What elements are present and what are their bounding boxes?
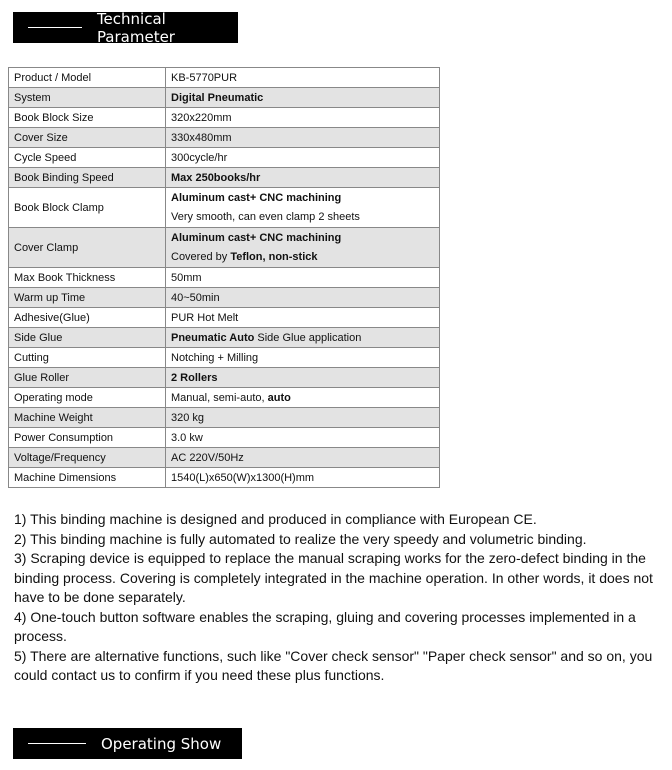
- table-row: [9, 388, 440, 408]
- param-value-text: 330x480mm: [171, 131, 232, 144]
- technical-parameter-table: [8, 67, 440, 488]
- param-value-text: 40~50min: [171, 291, 220, 304]
- param-value-text: AC 220V/50Hz: [171, 451, 244, 464]
- section-header-operating-show: [13, 728, 242, 759]
- table-row: [9, 308, 440, 328]
- table-row: [9, 128, 440, 148]
- table-row: [9, 268, 440, 288]
- section-title: Technical Parameter: [96, 9, 175, 46]
- table-row: [9, 108, 440, 128]
- param-label: Power Consumption: [9, 428, 166, 448]
- header-dash-decoration: [28, 743, 86, 744]
- table-row: [9, 168, 440, 188]
- note-item: 4) One-touch button software enables the scraping, gluing and covering processes implemented in a process.: [14, 608, 636, 644]
- param-label: Cover Size: [9, 128, 166, 148]
- param-value: [166, 88, 440, 108]
- param-value: [166, 408, 440, 428]
- param-value-text: 300cycle/hr: [171, 151, 228, 164]
- param-value-text: Side Glue application: [254, 331, 362, 344]
- table-row: [9, 448, 440, 468]
- param-label: Cutting: [9, 348, 166, 368]
- param-value-text: Very smooth, can even clamp 2 sheets: [171, 210, 360, 223]
- param-value: [166, 348, 440, 368]
- param-value: [166, 428, 440, 448]
- param-value-text: 2 Rollers: [171, 371, 218, 384]
- param-label: Machine Weight: [9, 408, 166, 428]
- section-header-technical-parameter: [13, 9, 238, 46]
- param-value-text: PUR Hot Melt: [171, 311, 239, 324]
- table-row: [9, 228, 440, 268]
- table-row: [9, 288, 440, 308]
- param-value: [166, 288, 440, 308]
- param-label: Warm up Time: [9, 288, 166, 308]
- table-row: [9, 408, 440, 428]
- param-label: Voltage/Frequency: [9, 448, 166, 468]
- param-value: [166, 68, 440, 88]
- note-item: 5) There are alternative functions, such like "Cover check sensor" "Paper check sensor" and so on, you could contact us to confirm if you need these plus functions.: [14, 647, 653, 683]
- param-label: Cover Clamp: [9, 228, 166, 268]
- param-value: [166, 228, 440, 268]
- param-value-text: 50mm: [171, 271, 202, 284]
- param-value: [166, 328, 440, 348]
- note-item: 2) This binding machine is fully automated to realize the very speedy and volumetric binding.: [14, 530, 587, 547]
- table-row: [9, 188, 440, 228]
- param-value-line: [171, 208, 434, 227]
- param-value-line: [171, 189, 434, 208]
- param-value-line: [171, 248, 434, 267]
- table-row: [9, 428, 440, 448]
- param-label: Glue Roller: [9, 368, 166, 388]
- param-value-text: 320 kg: [171, 411, 205, 424]
- param-label: Machine Dimensions: [9, 468, 166, 488]
- table-row: [9, 368, 440, 388]
- table-row: [9, 88, 440, 108]
- param-label: Cycle Speed: [9, 148, 166, 168]
- param-value-text: 320x220mm: [171, 111, 232, 124]
- param-value: [166, 308, 440, 328]
- param-value: [166, 168, 440, 188]
- param-label: Side Glue: [9, 328, 166, 348]
- param-value-text: Max 250books/hr: [171, 171, 261, 184]
- param-value-text: Covered by: [171, 250, 231, 263]
- param-value: [166, 368, 440, 388]
- param-value-text: Teflon, non-stick: [230, 250, 318, 263]
- param-value-text: Digital Pneumatic: [171, 91, 264, 104]
- table-row: [9, 68, 440, 88]
- param-value-text: Pneumatic Auto: [171, 331, 255, 344]
- table-row: [9, 148, 440, 168]
- table-row: [9, 348, 440, 368]
- param-label: Book Block Clamp: [9, 188, 166, 228]
- param-value-text: 3.0 kw: [171, 431, 203, 444]
- param-value-text: KB-5770PUR: [171, 71, 238, 84]
- param-value: [166, 468, 440, 488]
- section-title: Operating Show: [101, 734, 222, 753]
- param-label: System: [9, 88, 166, 108]
- param-value: [166, 448, 440, 468]
- param-value: [166, 128, 440, 148]
- param-value-line: [171, 229, 434, 248]
- param-label: Adhesive(Glue): [9, 308, 166, 328]
- note-item: 1) This binding machine is designed and produced in compliance with European CE.: [14, 511, 537, 527]
- param-value: [166, 268, 440, 288]
- table-row: [9, 328, 440, 348]
- param-value: [166, 108, 440, 128]
- table-row: [9, 468, 440, 488]
- param-value-text: auto: [267, 391, 291, 404]
- param-label: Book Binding Speed: [9, 168, 166, 188]
- param-label: Max Book Thickness: [9, 268, 166, 288]
- feature-notes: [14, 510, 670, 686]
- param-label: Operating mode: [9, 388, 166, 408]
- param-value-text: Aluminum cast+ CNC machining: [171, 231, 342, 244]
- header-dash-decoration: [28, 27, 82, 28]
- note-item: 3) Scraping device is equipped to replace the manual scraping works for the zero-defect binding in the binding process. Covering is completely integrated in the machine operation. In other words, it does not have to be done separately.: [14, 550, 653, 605]
- param-value: [166, 148, 440, 168]
- param-value-text: 1540(L)x650(W)x1300(H)mm: [171, 471, 315, 484]
- param-value-text: Aluminum cast+ CNC machining: [171, 191, 342, 204]
- param-value-text: Manual, semi-auto,: [171, 391, 268, 404]
- param-value: [166, 388, 440, 408]
- param-value-text: Notching + Milling: [171, 351, 259, 364]
- param-value: [166, 188, 440, 228]
- param-label: Product / Model: [9, 68, 166, 88]
- param-label: Book Block Size: [9, 108, 166, 128]
